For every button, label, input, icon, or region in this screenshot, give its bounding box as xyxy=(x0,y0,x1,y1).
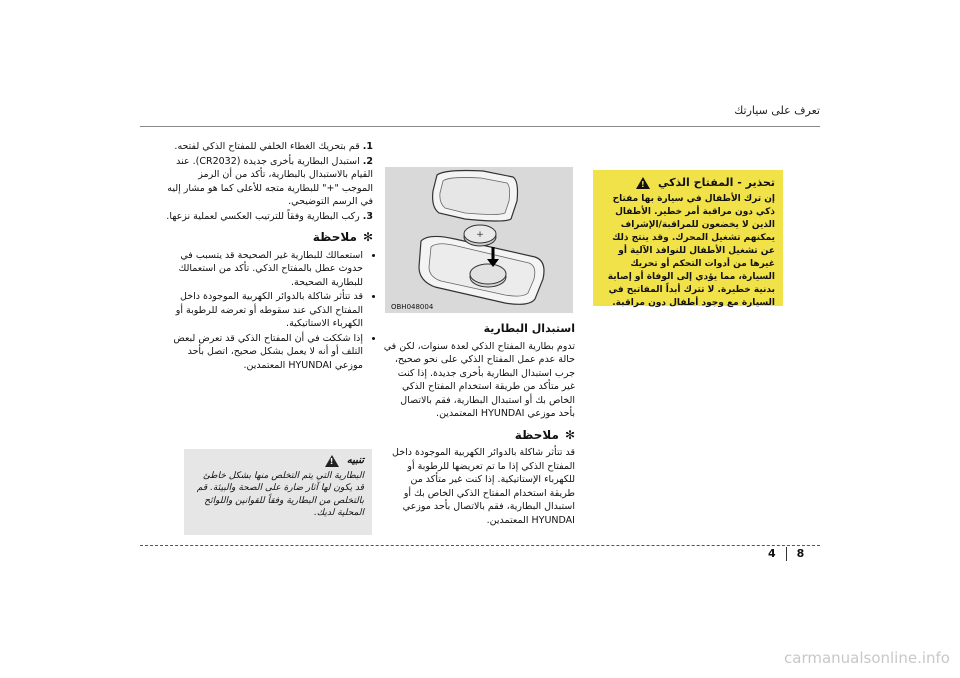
warning-title: تحذير - المفتاح الذكي xyxy=(658,176,775,189)
page-number-value: 8 xyxy=(796,547,805,560)
note-title: ملاحظة xyxy=(514,427,559,442)
footer-rule xyxy=(140,545,820,546)
smart-key-figure xyxy=(385,167,573,313)
information-text: البطارية التي يتم التخلص منها بشكل خاطئ قد يكون لها آثار ضارة على الصحة والبيئة. قم بالتخلص من البطارية وفقاً للقوانين واللوائح المحلية لديك. xyxy=(196,470,364,518)
step-item xyxy=(165,140,373,154)
step-item xyxy=(165,210,373,224)
step-number: 3. xyxy=(362,210,373,222)
watermark: carmanualsonline.info xyxy=(784,649,950,667)
step-number: 2. xyxy=(362,155,373,167)
notes-list xyxy=(165,249,373,373)
note-item: • استعمالك للبطارية غير الصحيحة قد يتسبب في حدوث عطل بالمفتاح الذكي. تأكد من استعمالك للبطارية الصحيحة. xyxy=(165,249,363,290)
page-section: 4 xyxy=(768,547,776,560)
page-number-divider xyxy=(786,547,787,561)
left-column xyxy=(165,140,373,373)
middle-column xyxy=(383,318,575,527)
svg-text:+: + xyxy=(476,230,484,240)
note-item: • إذا شككت في أن المفتاح الذكي قد تعرض لبعض التلف أو أنه لا يعمل بشكل صحيح، اتصل بأحد موزعي HYUNDAI المعتمدين. xyxy=(165,332,363,373)
note-text: قد تتأثر شاكلة بالدوائر الكهربية الموجودة داخل المفتاح الذكي إذا ما تم تعريضها للرطوبة أو للكهرباء الإستاتيكية. إذا كنت غير متأكد من طريقة استخدام المفتاح الذكي الخاص بك أو استبدال البطارية، فقم بالاتصال بأحد موزعي HYUNDAI المعتمدين. xyxy=(392,447,575,526)
step-text: ركب البطارية وفقاً للترتيب العكسي لعملية نزعها. xyxy=(166,210,360,222)
note-heading xyxy=(383,429,575,443)
step-text: استبدل البطارية بأخرى جديدة (CR2032). عند القيام بالاستبدال بالبطارية، تأكد من أن الرمز الموجب "+" للبطارية متجه للأعلى كما هو مشار إليه في الرسم التوضيحي. xyxy=(167,155,373,207)
note-item: • قد تتأثر شاكلة بالدوائر الكهربية الموجودة داخل المفتاح الذكي عند سقوطه أو تعرضه للرطوبة أو الكهرباء الاستاتيكية. xyxy=(165,290,363,331)
step-text: قم بتحريك الغطاء الخلفي للمفتاح الذكي لفتحه. xyxy=(174,141,360,152)
warning-triangle-icon xyxy=(636,177,650,189)
page-number xyxy=(768,547,804,561)
step-number: 1. xyxy=(362,141,373,152)
section-body: تدوم بطارية المفتاح الذكي لعدة سنوات، لكن في حالة عدم عمل المفتاح الذكي على نحو صحيح، جرب استبدال البطارية بأخرى جديدة. إذا كنت غير متأكد من طريقة استخدام المفتاح الذكي الخاص بك أو استبدال البطارية، فقم بالاتصال بأحد موزعي HYUNDAI المعتمدين. xyxy=(383,340,575,419)
note-title: ملاحظة xyxy=(312,230,357,244)
steps-list xyxy=(165,140,373,223)
smart-key-illustration xyxy=(385,167,573,313)
asterisk-icon: ✻ xyxy=(564,427,575,442)
warning-text: إن ترك الأطفال في سيارة بها مفتاح ذكي دون مراقبة أمر خطير. الأطفال الذين لا يخضعون للمراقبة/الإشراف يمكنهم تشغيل المحرك. وقد ينتج ذلك عن تشغيل الأطفال للنوافذ الآلية أو غيرها من أدوات التحكم أو تحريك السيارة، مما يؤدي إلى الوفاة أو إصابة بدنية خطيرة. لا تترك أبداً المفاتيح في السيارة مع وجود أطفال دون مراقبة. xyxy=(607,194,775,308)
information-box xyxy=(184,449,372,535)
caution-triangle-icon xyxy=(325,455,339,467)
warning-heading xyxy=(601,176,775,189)
warning-box xyxy=(593,170,783,306)
asterisk-icon: ✻ xyxy=(362,230,373,244)
step-item xyxy=(165,155,373,209)
note-heading xyxy=(165,231,373,245)
running-header: تعرف على سيارتك xyxy=(734,104,820,117)
information-title: تنبيه xyxy=(346,455,364,466)
information-heading xyxy=(192,455,364,468)
figure-code: OBH048004 xyxy=(391,303,434,311)
header-rule xyxy=(140,126,820,127)
section-title: استبدال البطارية xyxy=(483,322,575,335)
